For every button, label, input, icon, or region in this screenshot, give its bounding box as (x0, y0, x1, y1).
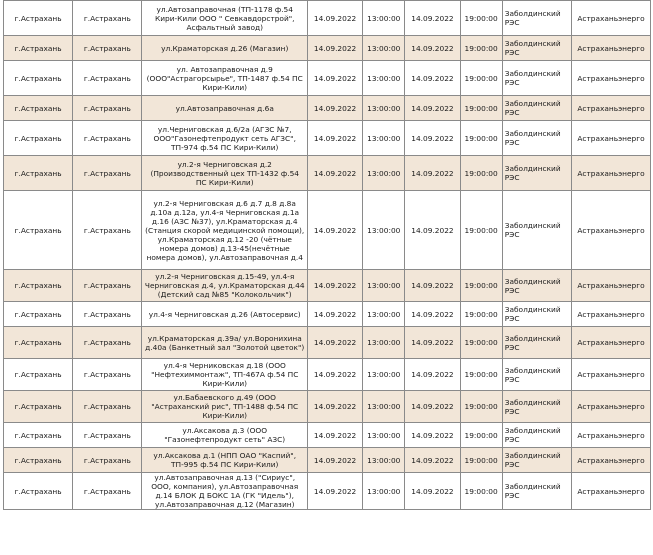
row-district-cell: г.Астрахань (73, 96, 142, 121)
row-city-cell: г.Астрахань (4, 121, 73, 156)
row-city-cell: г.Астрахань (4, 96, 73, 121)
row-address-cell: ул.4-я Черниговская д.26 (Автосервис) (142, 302, 308, 327)
row-city-cell: г.Астрахань (4, 391, 73, 423)
row-city-cell: г.Астрахань (4, 270, 73, 302)
row-end-date-cell: 14.09.2022 (405, 36, 460, 61)
row-start-date-cell: 14.09.2022 (308, 156, 363, 191)
row-end-time-cell: 19:00:00 (460, 156, 502, 191)
row-district-cell: г.Астрахань (73, 359, 142, 391)
row-start-time-cell: 13:00:00 (363, 423, 405, 448)
row-organization-cell: Астраханьэнерго (571, 473, 650, 510)
row-start-time-cell: 13:00:00 (363, 448, 405, 473)
row-end-date-cell: 14.09.2022 (405, 302, 460, 327)
row-organization-cell: Астраханьэнерго (571, 270, 650, 302)
row-start-time-cell: 13:00:00 (363, 96, 405, 121)
row-organization-cell: Астраханьэнерго (571, 156, 650, 191)
table-row (4, 391, 651, 423)
row-district-cell: г.Астрахань (73, 302, 142, 327)
row-district-cell: г.Астрахань (73, 270, 142, 302)
row-start-date-cell: 14.09.2022 (308, 121, 363, 156)
row-end-time-cell: 19:00:00 (460, 359, 502, 391)
table-row (4, 448, 651, 473)
row-district-cell: г.Астрахань (73, 448, 142, 473)
row-address-cell: ул.Аксакова д.3 (ООО "Газонефтепродукт сеть" АЗС) (142, 423, 308, 448)
row-end-time-cell: 19:00:00 (460, 423, 502, 448)
row-end-time-cell: 19:00:00 (460, 473, 502, 510)
row-district-cell: г.Астрахань (73, 1, 142, 36)
row-start-date-cell: 14.09.2022 (308, 423, 363, 448)
row-city-cell: г.Астрахань (4, 448, 73, 473)
row-res-cell: Заболдинский РЭС (502, 391, 571, 423)
row-start-date-cell: 14.09.2022 (308, 359, 363, 391)
row-organization-cell: Астраханьэнерго (571, 423, 650, 448)
row-res-cell: Заболдинский РЭС (502, 156, 571, 191)
row-end-date-cell: 14.09.2022 (405, 191, 460, 270)
row-end-date-cell: 14.09.2022 (405, 96, 460, 121)
row-city-cell: г.Астрахань (4, 61, 73, 96)
row-district-cell: г.Астрахань (73, 423, 142, 448)
row-address-cell: ул.Автозаправочная (ТП-1178 ф.54 Кири-Кили ООО " Севкавдорстрой", Асфальтный завод) (142, 1, 308, 36)
row-start-date-cell: 14.09.2022 (308, 36, 363, 61)
row-organization-cell: Астраханьэнерго (571, 302, 650, 327)
row-start-time-cell: 13:00:00 (363, 473, 405, 510)
row-res-cell: Заболдинский РЭС (502, 302, 571, 327)
row-organization-cell: Астраханьэнерго (571, 121, 650, 156)
row-end-time-cell: 19:00:00 (460, 302, 502, 327)
row-organization-cell: Астраханьэнерго (571, 448, 650, 473)
row-city-cell: г.Астрахань (4, 36, 73, 61)
row-organization-cell: Астраханьэнерго (571, 327, 650, 359)
row-end-date-cell: 14.09.2022 (405, 473, 460, 510)
row-district-cell: г.Астрахань (73, 473, 142, 510)
row-start-time-cell: 13:00:00 (363, 36, 405, 61)
table-row (4, 96, 651, 121)
row-organization-cell: Астраханьэнерго (571, 36, 650, 61)
row-organization-cell: Астраханьэнерго (571, 391, 650, 423)
row-start-time-cell: 13:00:00 (363, 61, 405, 96)
row-organization-cell: Астраханьэнерго (571, 359, 650, 391)
row-end-time-cell: 19:00:00 (460, 391, 502, 423)
row-res-cell: Заболдинский РЭС (502, 473, 571, 510)
row-end-date-cell: 14.09.2022 (405, 156, 460, 191)
table-row (4, 270, 651, 302)
row-city-cell: г.Астрахань (4, 327, 73, 359)
row-organization-cell: Астраханьэнерго (571, 191, 650, 270)
row-res-cell: Заболдинский РЭС (502, 61, 571, 96)
row-end-date-cell: 14.09.2022 (405, 327, 460, 359)
row-end-date-cell: 14.09.2022 (405, 121, 460, 156)
row-start-date-cell: 14.09.2022 (308, 327, 363, 359)
row-address-cell: ул.Бабаевского д.49 (ООО "Астраханский рис", ТП-1488 ф.54 ПС Кири-Кили) (142, 391, 308, 423)
row-res-cell: Заболдинский РЭС (502, 448, 571, 473)
row-address-cell: ул.Автозаправочная д.6а (142, 96, 308, 121)
outage-schedule-table (3, 0, 651, 510)
row-organization-cell: Астраханьэнерго (571, 1, 650, 36)
row-district-cell: г.Астрахань (73, 36, 142, 61)
row-address-cell: ул.Аксакова д.1 (НПП ОАО "Каспий", ТП-995 ф.54 ПС Кири-Кили) (142, 448, 308, 473)
row-start-time-cell: 13:00:00 (363, 391, 405, 423)
table-row (4, 327, 651, 359)
row-end-time-cell: 19:00:00 (460, 61, 502, 96)
row-start-date-cell: 14.09.2022 (308, 473, 363, 510)
row-start-time-cell: 13:00:00 (363, 327, 405, 359)
row-address-cell: ул. Автозаправочная д.9 (ООО"Астрагорсырье", ТП-1487 ф.54 ПС Кири-Кили) (142, 61, 308, 96)
row-end-time-cell: 19:00:00 (460, 191, 502, 270)
row-end-time-cell: 19:00:00 (460, 1, 502, 36)
row-address-cell: ул.Краматорская д.39а/ ул.Воронихина д.40а (Банкетный зал "Золотой цветок") (142, 327, 308, 359)
row-end-time-cell: 19:00:00 (460, 327, 502, 359)
table-row (4, 473, 651, 510)
row-res-cell: Заболдинский РЭС (502, 327, 571, 359)
table-row (4, 423, 651, 448)
row-address-cell: ул.2-я Черниговская д.2 (Производственный цех ТП-1432 ф.54 ПС Кири-Кили) (142, 156, 308, 191)
row-res-cell: Заболдинский РЭС (502, 359, 571, 391)
row-res-cell: Заболдинский РЭС (502, 96, 571, 121)
row-district-cell: г.Астрахань (73, 121, 142, 156)
row-district-cell: г.Астрахань (73, 156, 142, 191)
row-res-cell: Заболдинский РЭС (502, 1, 571, 36)
row-end-date-cell: 14.09.2022 (405, 1, 460, 36)
row-end-date-cell: 14.09.2022 (405, 61, 460, 96)
row-start-date-cell: 14.09.2022 (308, 61, 363, 96)
row-start-time-cell: 13:00:00 (363, 121, 405, 156)
row-start-date-cell: 14.09.2022 (308, 391, 363, 423)
row-res-cell: Заболдинский РЭС (502, 270, 571, 302)
row-address-cell: ул.Краматорская д.26 (Магазин) (142, 36, 308, 61)
row-address-cell: ул.2-я Черниговская д.15-49, ул.4-я Черниговская д.4, ул.Краматорская д.44 (Детский сад №85 "Колокольчик") (142, 270, 308, 302)
table-row (4, 302, 651, 327)
row-start-time-cell: 13:00:00 (363, 191, 405, 270)
row-start-time-cell: 13:00:00 (363, 302, 405, 327)
row-address-cell: ул.2-я Черниговская д.6 д.7 д.8 д.8а д.10а д.12а, ул.4-я Черниговская д.1а д.16 (АЗС №37), ул.Краматорская д.4 (Станция скорой медицинской помощи), ул.Краматорская д.12 -20 (чётные номера домов) д.13-45(нечётные номера домов), ул.Автозаправочная д.4 (142, 191, 308, 270)
row-district-cell: г.Астрахань (73, 61, 142, 96)
row-address-cell: ул.Черниговская д.6/2а (АГЗС №7, ООО"Газонефтепродукт сеть АГЗС", ТП-974 ф.54 ПС Кири-Кили) (142, 121, 308, 156)
row-end-date-cell: 14.09.2022 (405, 270, 460, 302)
row-city-cell: г.Астрахань (4, 473, 73, 510)
table-row (4, 156, 651, 191)
row-res-cell: Заболдинский РЭС (502, 121, 571, 156)
row-organization-cell: Астраханьэнерго (571, 96, 650, 121)
row-end-time-cell: 19:00:00 (460, 121, 502, 156)
row-city-cell: г.Астрахань (4, 423, 73, 448)
row-end-time-cell: 19:00:00 (460, 36, 502, 61)
row-res-cell: Заболдинский РЭС (502, 36, 571, 61)
row-start-date-cell: 14.09.2022 (308, 96, 363, 121)
row-res-cell: Заболдинский РЭС (502, 191, 571, 270)
table-row (4, 191, 651, 270)
row-start-time-cell: 13:00:00 (363, 156, 405, 191)
row-organization-cell: Астраханьэнерго (571, 61, 650, 96)
table-row (4, 1, 651, 36)
row-end-time-cell: 19:00:00 (460, 448, 502, 473)
row-start-time-cell: 13:00:00 (363, 270, 405, 302)
row-city-cell: г.Астрахань (4, 156, 73, 191)
row-city-cell: г.Астрахань (4, 1, 73, 36)
row-start-date-cell: 14.09.2022 (308, 191, 363, 270)
row-start-date-cell: 14.09.2022 (308, 270, 363, 302)
row-res-cell: Заболдинский РЭС (502, 423, 571, 448)
row-district-cell: г.Астрахань (73, 391, 142, 423)
row-end-date-cell: 14.09.2022 (405, 359, 460, 391)
row-district-cell: г.Астрахань (73, 327, 142, 359)
row-start-time-cell: 13:00:00 (363, 359, 405, 391)
row-address-cell: ул.Автозаправочная д.13 ("Сириус", ООО, компания), ул.Автозаправочная д.14 БЛОК Д БОКС 1А (ГК "Идель"), ул.Автозаправочная д.12 (Магазин) (142, 473, 308, 510)
row-end-date-cell: 14.09.2022 (405, 391, 460, 423)
row-address-cell: ул.4-я Черниковская д.18 (ООО "Нефтехиммонтаж", ТП-467А ф.54 ПС Кири-Кили) (142, 359, 308, 391)
row-start-date-cell: 14.09.2022 (308, 302, 363, 327)
row-end-date-cell: 14.09.2022 (405, 423, 460, 448)
row-city-cell: г.Астрахань (4, 359, 73, 391)
table-row (4, 359, 651, 391)
row-city-cell: г.Астрахань (4, 302, 73, 327)
row-end-date-cell: 14.09.2022 (405, 448, 460, 473)
row-start-date-cell: 14.09.2022 (308, 1, 363, 36)
row-end-time-cell: 19:00:00 (460, 270, 502, 302)
row-start-date-cell: 14.09.2022 (308, 448, 363, 473)
row-start-time-cell: 13:00:00 (363, 1, 405, 36)
table-row (4, 61, 651, 96)
row-district-cell: г.Астрахань (73, 191, 142, 270)
row-city-cell: г.Астрахань (4, 191, 73, 270)
row-end-time-cell: 19:00:00 (460, 96, 502, 121)
table-row (4, 121, 651, 156)
table-row (4, 36, 651, 61)
